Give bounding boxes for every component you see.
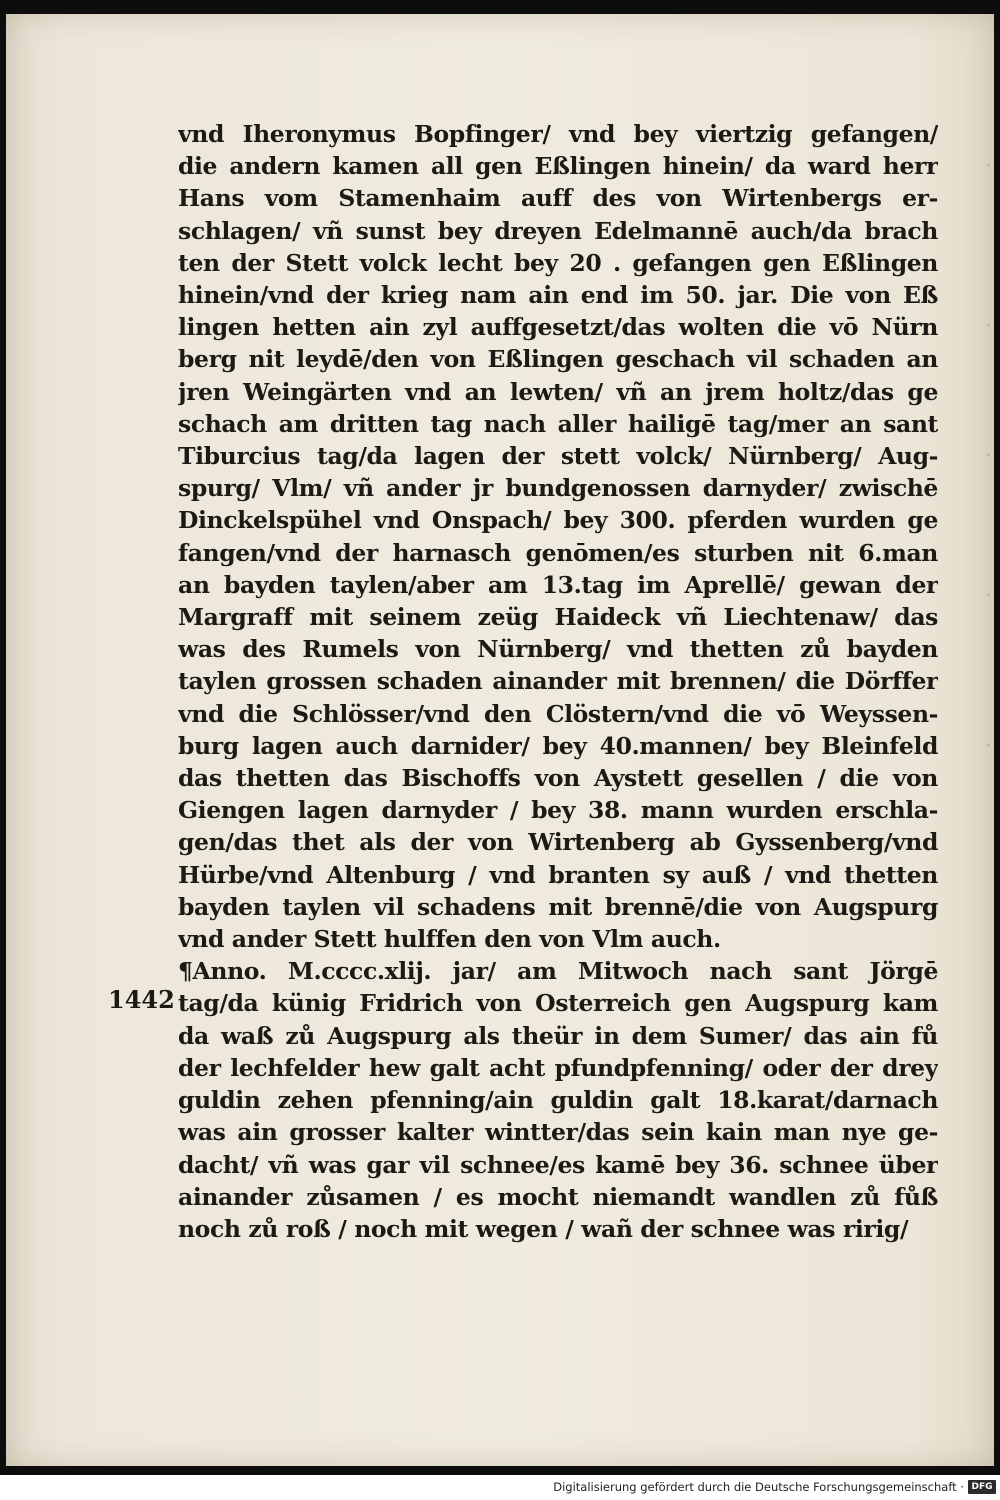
text-line: guldin zehen pfenning/ain guldin galt 18.karat/darnach [178, 1086, 938, 1115]
text-line: ten der Stett volck lecht bey 20 . gefangen gen Eßlingen [178, 248, 938, 277]
text-line: Tiburcius tag/da lagen der stett volck/ Nürnberg/ Aug- [178, 442, 938, 471]
text-line: schlagen/ vñ sunst bey dreyen Edelmannē auch/da brach [178, 216, 938, 245]
text-line: was ain grosser kalter wintter/das sein kain man nye ge- [178, 1118, 938, 1147]
text-line: das thetten das Bischoffs von Aystett gesellen / die von [178, 764, 938, 793]
funding-credit: Digitalisierung gefördert durch die Deutsche Forschungsgemeinschaft · [553, 1480, 964, 1494]
text-line: Hürbe/vnd Altenburg / vnd branten sy auß / vnd thetten [178, 860, 938, 889]
text-line: fangen/vnd der harnasch genōmen/es sturben nit 6.man [178, 538, 938, 567]
text-line: ¶Anno. M.cccc.xlij. jar/ am Mitwoch nach sant Jörgē [178, 957, 938, 986]
text-line: ainander zůsamen / es mocht niemandt wandlen zů fůß [178, 1182, 938, 1211]
bleed-through-marks: · · · · · [985, 154, 992, 759]
text-line: taylen grossen schaden ainander mit brennen/ die Dörffer [178, 667, 938, 696]
text-line: da waß zů Augspurg als theür in dem Sumer/ das ain fů [178, 1021, 938, 1050]
text-line: spurg/ Vlm/ vñ ander jr bundgenossen darnyder/ zwischē [178, 474, 938, 503]
text-line: jren Weingärten vnd an lewten/ vñ an jrem holtz/das ge [178, 377, 938, 406]
body-text-block [178, 118, 938, 1245]
text-line: noch zů roß / noch mit wegen / wañ der schnee was ririg/ [178, 1214, 909, 1243]
text-line: dacht/ vñ was gar vil schnee/es kamē bey 36. schnee über [178, 1150, 938, 1179]
text-line: vnd ander Stett hulffen den von Vlm auch. [178, 925, 721, 954]
text-line: die andern kamen all gen Eßlingen hinein/ da ward herr [178, 152, 938, 181]
text-line: bayden taylen vil schadens mit brennē/die von Augspurg [178, 892, 938, 921]
text-line: hinein/vnd der krieg nam ain end im 50. jar. Die von Eß [178, 281, 938, 310]
text-line: Margraff mit seinem zeüg Haideck vñ Liechtenaw/ das [178, 603, 938, 632]
text-line: an bayden taylen/aber am 13.tag im Aprellē/ gewan der [178, 570, 938, 599]
margin-year-note: 1442 [108, 985, 175, 1014]
text-line: vnd die Schlösser/vnd den Clöstern/vnd die vō Weyssen- [178, 699, 938, 728]
text-line: vnd Iheronymus Bopfinger/ vnd bey viertzig gefangen/ [178, 120, 938, 148]
text-line: gen/das thet als der von Wirtenberg ab Gyssenberg/vnd [178, 828, 938, 857]
text-line: tag/da künig Fridrich von Osterreich gen Augspurg kam [178, 989, 938, 1018]
text-line: der lechfelder hew galt acht pfundpfenning/ oder der drey [178, 1053, 938, 1082]
text-line: burg lagen auch darnider/ bey 40.mannen/ bey Bleinfeld [178, 731, 938, 760]
text-line: Giengen lagen darnyder / bey 38. mann wurden erschla- [178, 796, 938, 825]
text-line: schach am dritten tag nach aller hailigē tag/mer an sant [178, 409, 938, 438]
text-line: Hans vom Stamenhaim auff des von Wirtenbergs er- [178, 184, 938, 213]
text-line: was des Rumels von Nürnberg/ vnd thetten zů bayden [178, 635, 938, 664]
dfg-logo-icon: DFG [968, 1480, 996, 1494]
digitization-footer [0, 1475, 1000, 1500]
text-line: berg nit leydē/den von Eßlingen geschach vil schaden an [178, 345, 938, 374]
text-line: Dinckelspühel vnd Onspach/ bey 300. pferden wurden ge [178, 506, 938, 535]
text-line: lingen hetten ain zyl auffgesetzt/das wolten die vō Nürn [178, 313, 938, 342]
